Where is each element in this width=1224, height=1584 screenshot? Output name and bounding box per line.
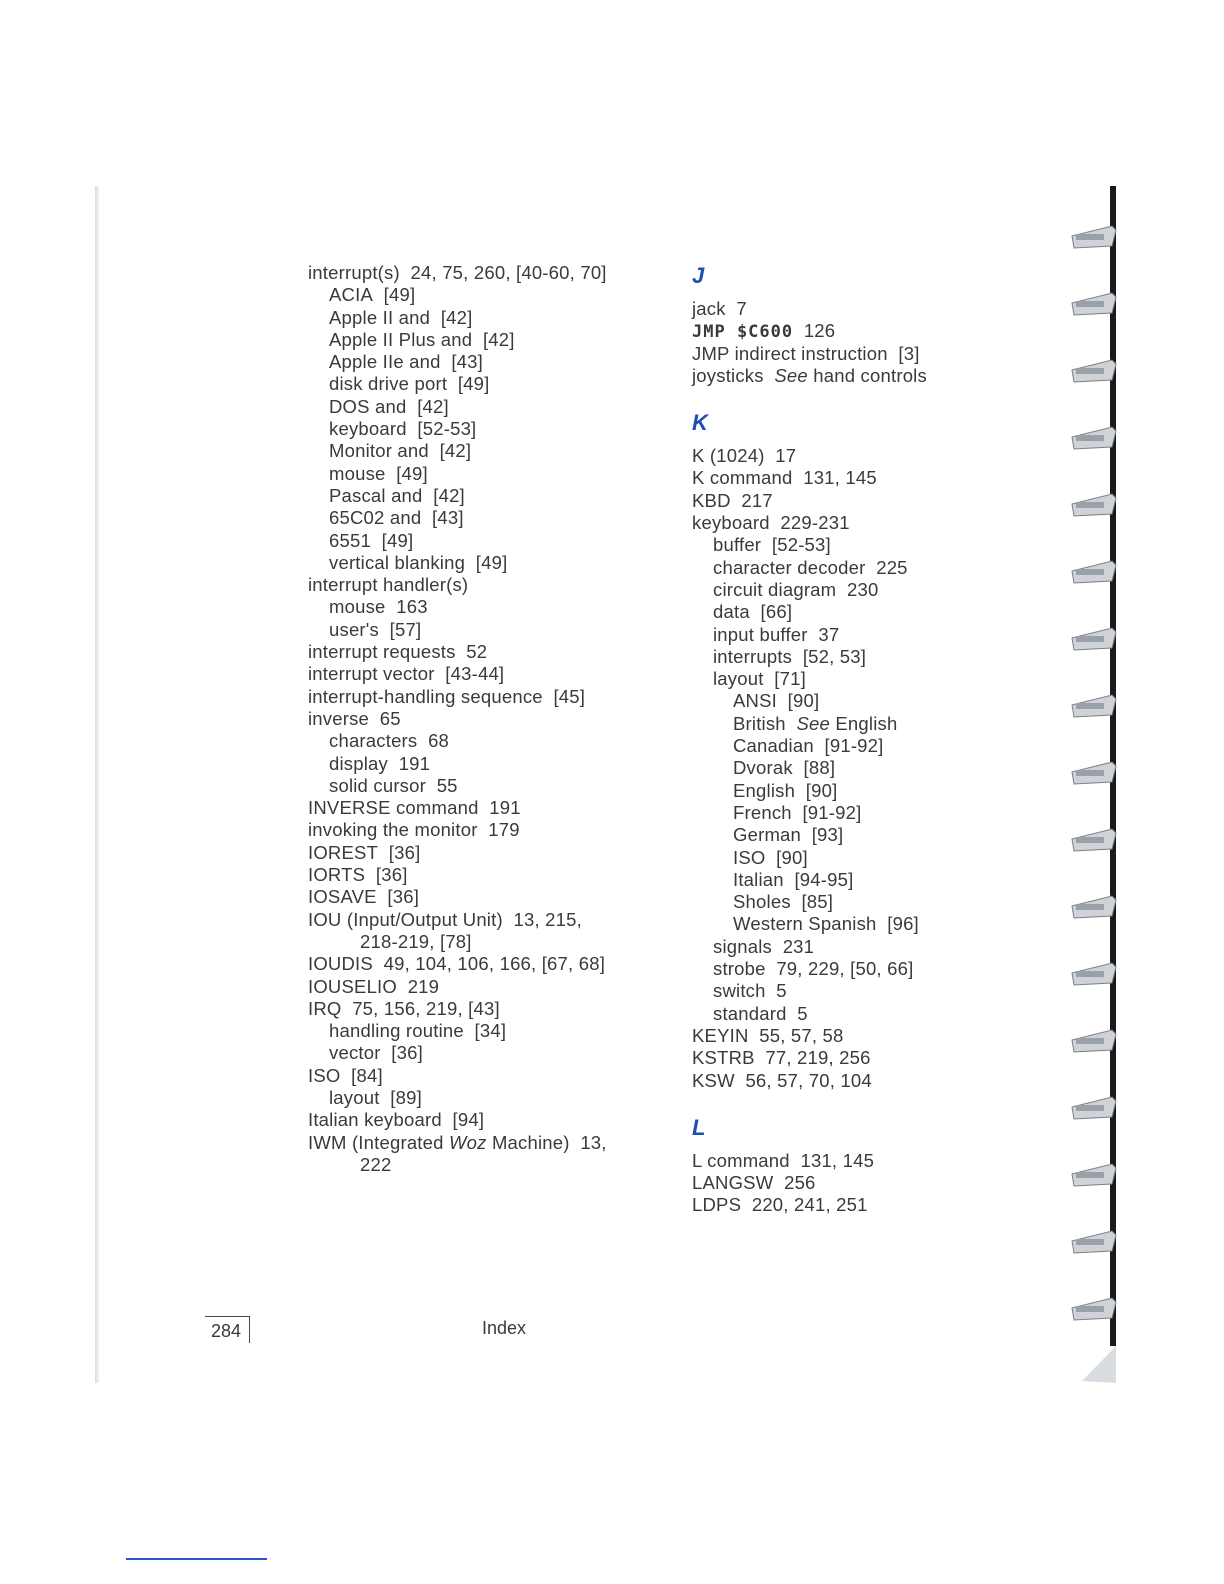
entry-term: IOSAVE [308,886,377,908]
entry-pages: [71] [774,668,806,690]
entry-pages: 52 [466,641,488,663]
index-entry [692,298,1022,320]
binding-coil [1072,829,1116,851]
index-entry [308,998,658,1020]
entry-pages: 17 [775,445,797,467]
index-entry [692,802,1022,824]
index-entry [692,1047,1022,1069]
letter-gap [692,1142,1022,1150]
entry-pages: [84] [351,1064,383,1086]
entry-pages: 37 [818,623,840,645]
index-entry [692,1070,1022,1092]
entry-pages: [36] [388,841,421,863]
index-entry [692,1003,1022,1025]
index-entry [308,819,658,841]
entry-pages: 24, 75, 260, [40-60, 70] [410,262,607,283]
binding-coil [1072,226,1116,248]
entry-term: IOUSELIO [308,975,397,997]
entry-term: IORTS [308,864,366,886]
entry-term: K command [692,467,793,489]
entry-term: interrupts [713,645,793,667]
entry-pages: [3] [898,342,920,364]
entry-pages: 55, 57, 58 [759,1024,844,1046]
entry-term: data [713,601,750,623]
entry-term: IRQ [308,997,342,1019]
entry-pages: 79, 229, [50, 66] [776,958,914,980]
section-letter-j: J [692,263,705,288]
entry-pages: [36] [387,886,420,908]
index-entry [692,557,1022,579]
index-entry [692,445,1022,467]
index-entry [308,284,658,306]
index-entry [308,730,658,752]
binding-coil [1072,896,1116,918]
index-entry [308,641,658,663]
binding-coil [1072,1097,1116,1119]
index-entry [308,440,658,462]
entry-pages: 131, 145 [803,467,877,489]
entry-term: 6551 [329,529,371,551]
entry-term: strobe [713,958,766,980]
index-entry [692,601,1022,623]
entry-term: 65C02 and [329,507,422,529]
entry-pages: 219 [407,975,440,997]
index-entry [308,775,658,797]
index-entry [692,735,1022,757]
entry-term: Monitor and [329,440,429,462]
entry-term: English [733,779,796,801]
entry-pages: [49] [475,551,508,573]
section-gap [692,387,1022,409]
index-entry [692,534,1022,556]
entry-term: LANGSW [692,1172,774,1194]
entry-see-reference: See [796,712,831,734]
entry-pages: 7 [736,298,747,319]
entry-term: characters [329,730,418,752]
entry-term: ANSI [733,690,777,712]
entry-pages: 225 [876,556,908,578]
binding-coil [1072,1164,1116,1186]
entry-term: 222 [360,1153,392,1175]
entry-term: buffer [713,534,762,556]
entry-term: KSW [692,1069,735,1091]
entry-term: interrupt-handling sequence [308,685,543,707]
index-entry [308,351,658,373]
page-edge [95,186,99,1383]
entry-pages: [49] [381,529,414,551]
index-entry [308,1154,658,1176]
entry-term: input buffer [713,623,808,645]
entry-pages: [49] [383,284,416,306]
entry-pages: [66] [760,601,793,623]
index-entry [308,1109,658,1131]
entry-pages: [42] [440,306,473,328]
entry-pages: 68 [428,730,450,752]
entry-pages: [49] [396,462,428,484]
index-entry [308,307,658,329]
entry-pages: 55 [436,774,458,796]
entry-pages: [52, 53] [802,645,867,667]
entry-term: Canadian [733,735,814,757]
entry-term: IOREST [308,841,379,863]
entry-pages: [91-92] [824,735,884,757]
entry-pages: [34] [474,1020,507,1042]
entry-pages: [49] [457,373,490,395]
index-column-right [692,262,1022,1217]
entry-term: DOS and [329,395,407,417]
entry-pages: 191 [489,797,521,819]
entry-term: signals [713,935,772,957]
entry-term: mouse [329,462,386,484]
index-entry [692,780,1022,802]
index-entry [308,864,658,886]
entry-pages: 5 [776,980,787,1002]
entry-term: KSTRB [692,1047,755,1069]
index-entry [308,976,658,998]
index-entry [308,1132,658,1154]
entry-term: interrupt requests [308,641,456,663]
entry-term: KEYIN [692,1024,749,1046]
entry-pages: 256 [784,1172,816,1194]
index-entry [692,690,1022,712]
entry-term: switch [713,980,766,1002]
index-column-left [308,262,658,1176]
index-entry [308,1065,658,1087]
index-entry [692,1025,1022,1047]
binding-coil [1072,561,1116,583]
entry-term: user's [329,618,379,640]
index-entry [308,596,658,618]
entry-pages: [52-53] [771,534,831,556]
entry-pages: English [835,712,898,734]
entry-pages: [96] [887,913,919,935]
entry-term: Apple II and [329,306,431,328]
index-entry [308,886,658,908]
entry-term: keyboard [692,512,770,534]
index-entry [308,909,658,931]
index-entry [692,320,1022,342]
letter-gap [692,437,1022,445]
entry-pages: [42] [439,440,472,462]
entry-term: inverse [308,707,370,729]
entry-term: interrupt(s) [308,262,400,283]
index-entry [692,1172,1022,1194]
entry-pages: [36] [391,1042,423,1064]
entry-term: vertical blanking [329,551,466,573]
entry-term-italic: Woz [448,1131,487,1153]
entry-term: IOUDIS [308,953,373,975]
letter-gap [692,290,1022,298]
binding-coil [1072,762,1116,784]
index-entry [692,343,1022,365]
index-entry [308,708,658,730]
index-entry [692,936,1022,958]
entry-term: layout [329,1086,380,1108]
entry-pages: [52-53] [417,418,477,440]
entry-pages: [43-44] [445,663,505,685]
index-entry [308,507,658,529]
entry-pages: 179 [488,819,520,841]
index-entry [308,373,658,395]
index-entry [692,1194,1022,1216]
index-entry [308,418,658,440]
index-entry [308,329,658,351]
index-entry [308,1042,658,1064]
entry-pages: 217 [741,489,773,511]
entry-term: INVERSE command [308,797,479,819]
entry-pages: 230 [846,578,879,600]
entry-term: Italian [733,868,784,890]
footer-section-title: Index [482,1318,527,1338]
entry-term: German [733,824,802,846]
entry-term: K (1024) [692,445,765,467]
entry-pages: [89] [390,1086,422,1108]
entry-pages: [43] [432,507,464,529]
entry-term: jack [692,298,726,319]
section-gap [692,1092,1022,1114]
entry-pages: [42] [417,395,449,417]
binding-coil [1072,1298,1116,1320]
entry-pages: 13, 215, [513,908,582,930]
entry-pages: 75, 156, 219, [43] [352,997,500,1019]
entry-term: mouse [329,596,386,618]
entry-pages: 77, 219, 256 [765,1047,871,1069]
index-entry [308,753,658,775]
binding-coil [1072,293,1116,315]
entry-term: Western Spanish [733,913,877,935]
binding-coil [1072,1030,1116,1052]
binding-coil [1072,628,1116,650]
index-entry [692,980,1022,1002]
entry-pages: 56, 57, 70, 104 [745,1069,872,1091]
entry-term: JMP $C600 [692,322,794,343]
index-entry [308,619,658,641]
entry-pages: [57] [389,618,422,640]
index-entry [692,579,1022,601]
entry-term: character decoder [713,556,866,578]
entry-pages: [93] [811,824,844,846]
index-entry [692,624,1022,646]
entry-pages: [90] [787,690,820,712]
entry-pages: 131, 145 [800,1149,875,1171]
entry-pages: 163 [396,596,428,618]
section-letter-k: K [692,410,708,436]
entry-term: interrupt vector [308,663,435,685]
index-entry [692,824,1022,846]
binding-coil [1072,963,1116,985]
entry-term: joysticks [692,364,764,386]
index-entry [692,490,1022,512]
index-entry [692,869,1022,891]
entry-term: handling routine [329,1020,464,1042]
section-letter-l: L [692,1114,706,1140]
entry-term-after: Machine) [491,1131,570,1153]
entry-pages: [94-95] [794,868,854,890]
entry-term: layout [713,668,764,690]
entry-pages: [85] [801,891,834,913]
binding-coil [1072,427,1116,449]
index-entry [308,1020,658,1042]
index-entry [308,1087,658,1109]
entry-pages: 49, 104, 106, 166, [67, 68] [383,953,606,975]
entry-pages: [36] [375,864,408,886]
entry-term: disk drive port [329,373,448,395]
index-entry [308,530,658,552]
entry-term: 218-219, [78] [360,930,472,952]
index-entry [308,842,658,864]
entry-term: French [733,801,792,823]
entry-term: ISO [733,846,766,868]
entry-term: ACIA [329,284,373,306]
entry-term: L command [692,1149,790,1171]
entry-term: display [329,752,388,774]
bottom-rule [126,1558,267,1560]
index-entry [692,1150,1022,1172]
entry-term: keyboard [329,418,407,440]
entry-pages: [43] [451,351,483,373]
entry-pages: 191 [398,752,431,774]
entry-term: circuit diagram [713,578,837,600]
entry-pages: 231 [782,935,815,957]
entry-term: Apple IIe and [329,351,441,373]
index-entry [692,467,1022,489]
index-entry [308,797,658,819]
index-entry [308,552,658,574]
index-entry [308,485,658,507]
entry-term: Sholes [733,891,791,913]
entry-term: Pascal and [329,484,423,506]
entry-pages: [42] [482,328,515,350]
entry-term: JMP indirect instruction [692,342,888,364]
index-entry [308,953,658,975]
index-entry [692,757,1022,779]
index-entry [692,668,1022,690]
entry-pages: [45] [553,685,586,707]
entry-pages: hand controls [813,364,927,386]
entry-term: British [733,712,786,734]
index-entry [308,463,658,485]
entry-pages: 220, 241, 251 [751,1194,868,1216]
entry-pages: [90] [776,846,808,868]
entry-term: invoking the monitor [308,819,478,841]
index-entry [692,512,1022,534]
entry-pages: [90] [805,779,838,801]
page-number: 284 [205,1316,250,1343]
index-entry [308,931,658,953]
index-entry [692,646,1022,668]
entry-pages: 13, [580,1131,607,1153]
entry-pages: [42] [433,484,465,506]
index-entry [692,713,1022,735]
entry-pages: [88] [803,757,836,779]
index-entry [692,365,1022,387]
index-entry [692,891,1022,913]
entry-term: interrupt handler(s) [308,574,469,596]
binding-coil [1072,360,1116,382]
spiral-binding [1068,186,1120,1383]
entry-term: Dvorak [733,757,793,779]
entry-term: IOU (Input/Output Unit) [308,908,503,930]
entry-pages: 5 [797,1002,808,1024]
index-entry [308,686,658,708]
entry-pages: 126 [803,320,836,342]
index-entry [692,958,1022,980]
binding-coil [1072,494,1116,516]
entry-pages: 65 [379,707,401,729]
index-entry [692,847,1022,869]
index-entry [692,913,1022,935]
entry-term: KBD [692,489,731,511]
entry-pages: [94] [452,1109,485,1131]
entry-pages: [91-92] [802,801,862,823]
binding-coil [1072,695,1116,717]
index-entry [308,262,658,284]
index-entry [308,574,658,596]
entry-term: Apple II Plus and [329,328,473,350]
entry-term: vector [329,1042,381,1064]
entry-term: standard [713,1002,787,1024]
index-entry [308,663,658,685]
entry-see-reference: See [774,364,808,386]
entry-term: LDPS [692,1194,742,1216]
entry-term: IWM (Integrated [308,1131,444,1153]
entry-pages: 229-231 [780,512,850,534]
entry-term: Italian keyboard [308,1109,442,1131]
entry-term: solid cursor [329,774,426,796]
entry-term: ISO [308,1064,341,1086]
binding-end [1082,1346,1116,1383]
index-entry [308,396,658,418]
binding-coil [1072,1231,1116,1253]
